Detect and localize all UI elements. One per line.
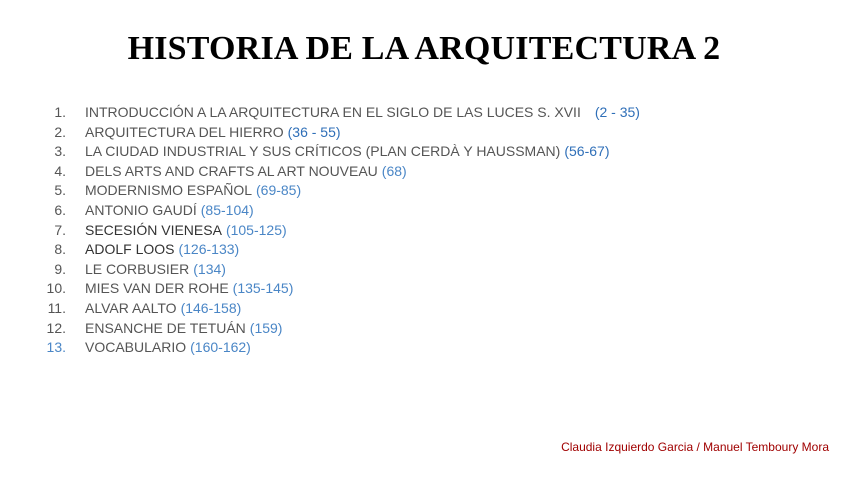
item-title: LA CIUDAD INDUSTRIAL Y SUS CRÍTICOS (PLAN CERDÀ Y HAUSSMAN) (85, 143, 561, 160)
item-pages-link[interactable]: (134) (193, 260, 226, 277)
item-pages-link[interactable]: (68) (381, 162, 407, 179)
item-pages-link[interactable]: (56-67) (564, 143, 610, 160)
item-pages-link[interactable]: (160-162) (190, 339, 251, 356)
item-number: 6. (54, 201, 66, 218)
item-number: 7. (54, 221, 66, 238)
item-pages-link[interactable]: (146-158) (180, 299, 242, 316)
item-number: 4. (54, 162, 66, 179)
item-pages-link[interactable]: (36 - 55) (287, 123, 341, 140)
list-item[interactable] (30, 142, 640, 162)
item-title: SECESIÓN VIENESA (85, 221, 222, 238)
item-pages-link[interactable]: (69-85) (256, 182, 302, 199)
item-number: 2. (54, 123, 66, 140)
item-title: INTRODUCCIÓN A LA ARQUITECTURA EN EL SIGLO DE LAS LUCES S. XVII (85, 104, 581, 120)
item-pages-link[interactable]: (126-133) (178, 241, 240, 258)
list-item[interactable] (30, 299, 640, 319)
item-number: 11. (47, 299, 66, 316)
list-item[interactable] (30, 319, 640, 339)
item-pages-link[interactable]: (85-104) (200, 201, 254, 218)
item-pages-link[interactable]: (2 - 35) (594, 104, 640, 120)
item-number: 3. (54, 143, 66, 160)
item-title: ADOLF LOOS (85, 241, 175, 258)
item-pages-link[interactable]: (159) (249, 319, 283, 336)
list-item[interactable] (30, 201, 640, 221)
item-title: ARQUITECTURA DEL HIERRO (85, 123, 284, 140)
list-item[interactable] (30, 221, 640, 241)
item-number: 13. (46, 339, 66, 356)
list-item[interactable] (30, 162, 640, 182)
item-number: 10. (46, 280, 66, 297)
item-title: ANTONIO GAUDÍ (85, 201, 197, 218)
item-number: 8. (54, 241, 66, 258)
list-item[interactable] (30, 260, 640, 280)
item-number: 9. (54, 260, 66, 277)
item-pages-link[interactable]: (105-125) (225, 221, 287, 238)
table-of-contents (30, 103, 640, 358)
list-item[interactable] (30, 240, 640, 260)
list-item[interactable] (30, 123, 640, 143)
list-item[interactable] (30, 103, 640, 123)
list-item[interactable] (30, 279, 640, 299)
item-title: MIES VAN DER ROHE (85, 280, 229, 297)
page-title: HISTORIA DE LA ARQUITECTURA 2 (127, 30, 721, 67)
item-pages-link[interactable]: (135-145) (232, 280, 294, 297)
author-credit: Claudia Izquierdo Garcia / Manuel Temboury Mora (561, 440, 829, 454)
item-title: VOCABULARIO (85, 339, 187, 356)
item-title: LE CORBUSIER (85, 260, 190, 277)
item-number: 1. (54, 104, 66, 120)
item-title: MODERNISMO ESPAÑOL (85, 182, 252, 199)
item-title: ENSANCHE DE TETUÁN (85, 319, 246, 336)
list-item[interactable] (30, 181, 640, 201)
item-title: ALVAR AALTO (85, 299, 177, 316)
item-title: DELS ARTS AND CRAFTS AL ART NOUVEAU (85, 162, 378, 179)
list-item[interactable] (30, 338, 640, 358)
item-number: 5. (54, 182, 66, 199)
item-number: 12. (46, 319, 66, 336)
